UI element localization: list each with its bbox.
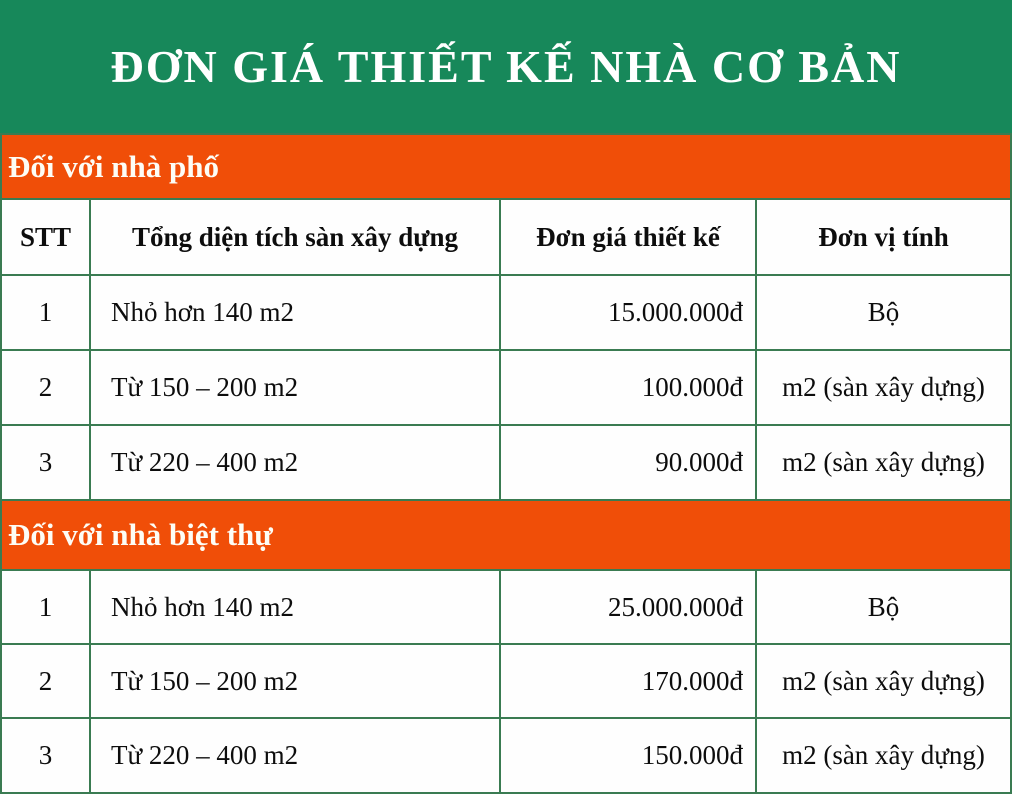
cell-price: 15.000.000đ — [501, 276, 757, 351]
page-title: ĐƠN GIÁ THIẾT KẾ NHÀ CƠ BẢN — [110, 41, 902, 92]
table-section-townhouse — [2, 200, 1010, 501]
cell-unit: m2 (sàn xây dựng) — [757, 645, 1010, 719]
cell-area: Nhỏ hơn 140 m2 — [91, 571, 501, 645]
cell-price: 170.000đ — [501, 645, 757, 719]
cell-unit: m2 (sàn xây dựng) — [757, 426, 1010, 501]
cell-area: Từ 220 – 400 m2 — [91, 426, 501, 501]
table-section-villa — [2, 571, 1010, 794]
cell-stt: 1 — [2, 571, 91, 645]
cell-price: 150.000đ — [501, 719, 757, 794]
column-header-price: Đơn giá thiết kế — [501, 200, 757, 276]
cell-unit: m2 (sàn xây dựng) — [757, 351, 1010, 426]
cell-price: 100.000đ — [501, 351, 757, 426]
cell-area: Từ 220 – 400 m2 — [91, 719, 501, 794]
column-header-unit: Đơn vị tính — [757, 200, 1010, 276]
cell-price: 25.000.000đ — [501, 571, 757, 645]
cell-price: 90.000đ — [501, 426, 757, 501]
cell-unit: Bộ — [757, 276, 1010, 351]
cell-stt: 3 — [2, 426, 91, 501]
price-table — [0, 133, 1012, 794]
cell-stt: 2 — [2, 645, 91, 719]
column-header-area: Tổng diện tích sàn xây dựng — [91, 200, 501, 276]
section-heading-villa: Đối với nhà biệt thự — [2, 501, 1010, 571]
cell-stt: 2 — [2, 351, 91, 426]
title-banner — [0, 0, 1012, 133]
cell-stt: 1 — [2, 276, 91, 351]
cell-unit: m2 (sàn xây dựng) — [757, 719, 1010, 794]
cell-area: Nhỏ hơn 140 m2 — [91, 276, 501, 351]
section-heading-townhouse: Đối với nhà phố — [2, 135, 1010, 200]
cell-area: Từ 150 – 200 m2 — [91, 351, 501, 426]
cell-stt: 3 — [2, 719, 91, 794]
cell-unit: Bộ — [757, 571, 1010, 645]
cell-area: Từ 150 – 200 m2 — [91, 645, 501, 719]
column-header-stt: STT — [2, 200, 91, 276]
